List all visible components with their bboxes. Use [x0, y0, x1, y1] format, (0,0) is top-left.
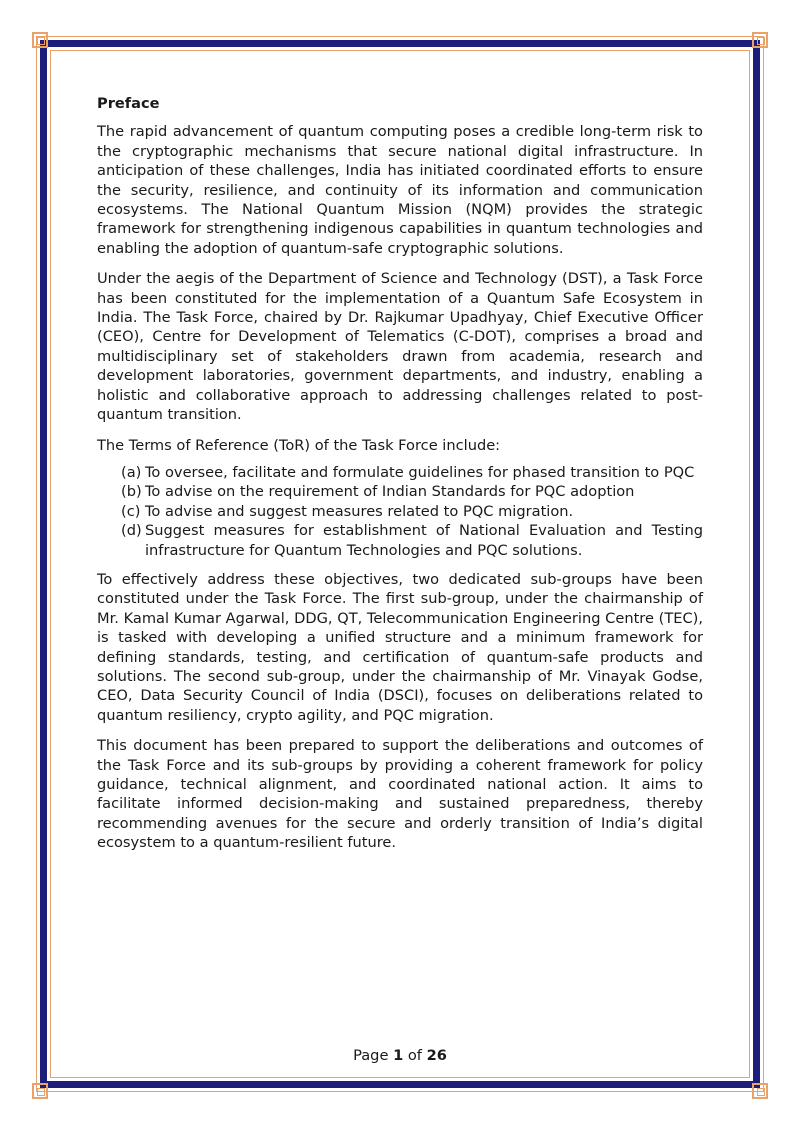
total-pages-number: 26 — [426, 1047, 447, 1064]
current-page-number: 1 — [393, 1047, 404, 1064]
paragraph: To effectively address these objectives, two dedicated sub-groups have been constituted under the Task Force. The first sub-group, under the chairmanship of Mr. Kamal Kumar Agarwal, DDG, QT, Telecommunication Engineering Centre (TEC), is tasked with developing a unified structure and a minimum framework for defining standards, testing, and certification of quantum-safe products and solutions. The second sub-group, under the chairmanship of Mr. Vinayak Godse, CEO, Data Security Council of India (DSCI), focuses on deliberations related to quantum resiliency, crypto agility, and PQC migration. — [97, 570, 703, 724]
page-label: Page — [353, 1047, 389, 1064]
page-number-footer — [0, 1047, 800, 1064]
paragraph: Under the aegis of the Department of Science and Technology (DST), a Task Force has been constituted for the implementation of a Quantum Safe Ecosystem in India. The Task Force, chaired by Dr. Rajkumar Upadhyay, Chief Executive Officer (CEO), Centre for Development of Telematics (C-DOT), comprises a broad and multidisciplinary set of stakeholders drawn from academia, research and development laboratories, government departments, and industry, enabling a holistic and collaborative approach to addressing challenges related to post-quantum transition. — [97, 270, 703, 424]
list-marker: (a) — [121, 463, 142, 481]
list-item — [121, 463, 703, 482]
paragraph: The Terms of Reference (ToR) of the Task Force include: — [97, 436, 501, 454]
border-corner-ornament — [32, 32, 48, 48]
paragraph: The rapid advancement of quantum computing poses a credible long-term risk to the cryptographic mechanisms that secure national digital infrastructure. In anticipation of these challenges, India has initiated coordinated efforts to ensure the security, resilience, and continuity of its information and communication ecosystems. The National Quantum Mission (NQM) provides the strategic framework for strengthening indigenous capabilities in quantum technologies and enabling the adoption of quantum-safe cryptographic solutions. — [97, 123, 703, 257]
list-item-text: To advise on the requirement of Indian Standards for PQC adoption — [145, 483, 635, 501]
list-item-text: Suggest measures for establishment of National Evaluation and Testing infrastructure for Quantum Technologies and PQC solutions. — [145, 522, 703, 559]
section-heading: Preface — [97, 95, 160, 112]
border-corner-ornament — [752, 1083, 768, 1099]
list-item — [121, 502, 703, 521]
list-marker: (b) — [121, 483, 142, 501]
border-corner-ornament — [32, 1083, 48, 1099]
terms-of-reference-list — [97, 463, 703, 560]
list-item — [121, 521, 703, 560]
list-item-text: To advise and suggest measures related to PQC migration. — [145, 502, 574, 520]
list-item — [121, 482, 703, 501]
list-item-text: To oversee, facilitate and formulate guidelines for phased transition to PQC — [145, 463, 695, 481]
document-body — [97, 94, 703, 864]
page-of-label: of — [407, 1047, 422, 1064]
border-corner-ornament — [752, 32, 768, 48]
list-marker: (c) — [121, 502, 141, 520]
paragraph: This document has been prepared to support the deliberations and outcomes of the Task Force and its sub-groups by providing a coherent framework for policy guidance, technical alignment, and coordinated national action. It aims to facilitate informed decision-making and sustained preparedness, thereby recommending avenues for the secure and orderly transition of India’s digital ecosystem to a quantum-resilient future. — [97, 737, 703, 852]
list-marker: (d) — [121, 522, 142, 540]
